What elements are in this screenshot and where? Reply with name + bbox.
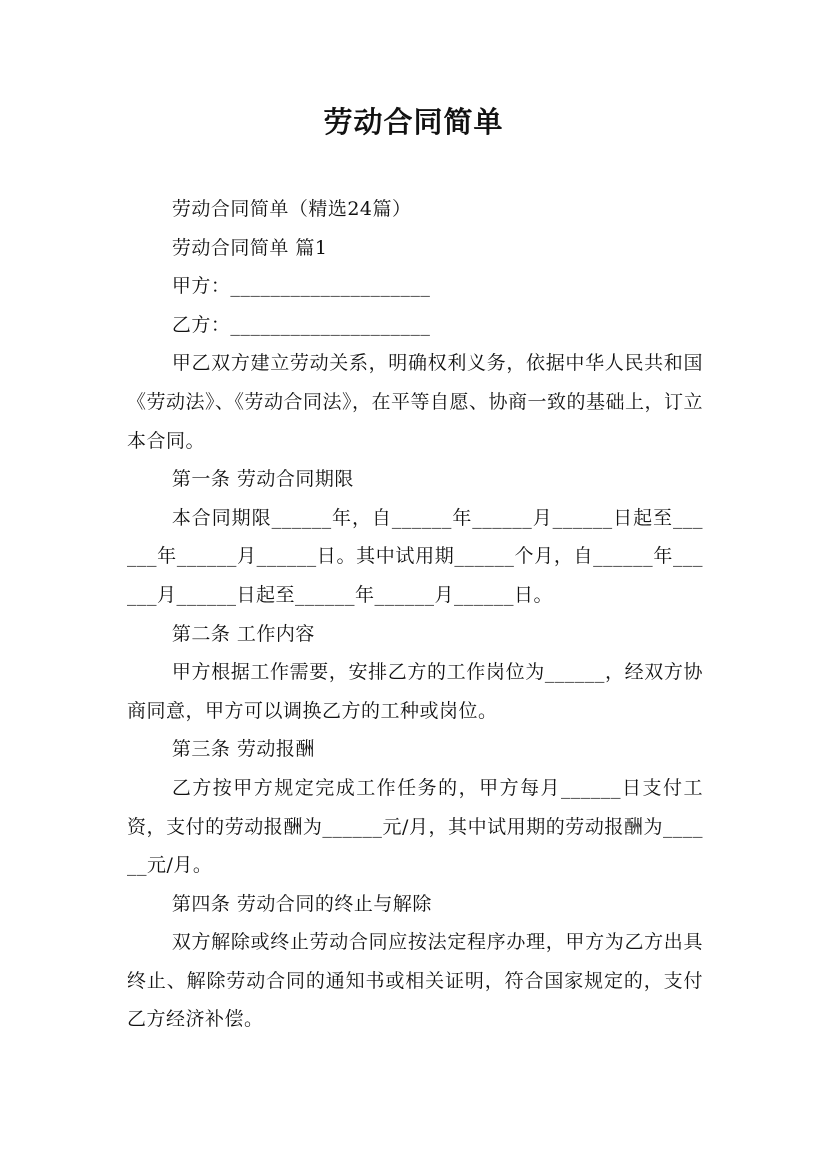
document-body	[127, 190, 703, 1039]
article-2-heading: 第二条 工作内容	[171, 622, 315, 645]
article-3-heading: 第三条 劳动报酬	[171, 738, 315, 761]
article-4-heading: 第四条 劳动合同的终止与解除	[171, 892, 432, 915]
intro-paragraph: 甲乙双方建立劳动关系，明确权利义务，依据中华人民共和国《劳动法》、《劳动合同法》，在平等自愿、协商一致的基础上，订立本合同。	[127, 352, 704, 452]
article-4-body: 双方解除或终止劳动合同应按法定程序办理，甲方为乙方出具终止、解除劳动合同的通知书或相关证明，符合国家规定的，支付乙方经济补偿。	[127, 931, 703, 1031]
section-heading: 劳动合同简单 篇1	[171, 236, 328, 259]
party-a-line: 甲方：____________________	[171, 275, 431, 298]
article-1-body: 本合同期限______年，自______年______月______日起至______年______月______日。其中试用期______个月，自______年______月______日起至______年______月______日。	[127, 506, 703, 606]
article-3-body: 乙方按甲方规定完成工作任务的，甲方每月______日支付工资，支付的劳动报酬为______元/月，其中试用期的劳动报酬为______元/月。	[127, 776, 703, 877]
article-2-body: 甲方根据工作需要，安排乙方的工作岗位为______，经双方协商同意，甲方可以调换乙方的工种或岗位。	[127, 661, 703, 722]
article-1-heading: 第一条 劳动合同期限	[171, 468, 354, 491]
subtitle: 劳动合同简单（精选24篇）	[171, 198, 412, 220]
document-title: 劳动合同简单	[323, 105, 504, 139]
party-b-line: 乙方：____________________	[171, 313, 431, 336]
